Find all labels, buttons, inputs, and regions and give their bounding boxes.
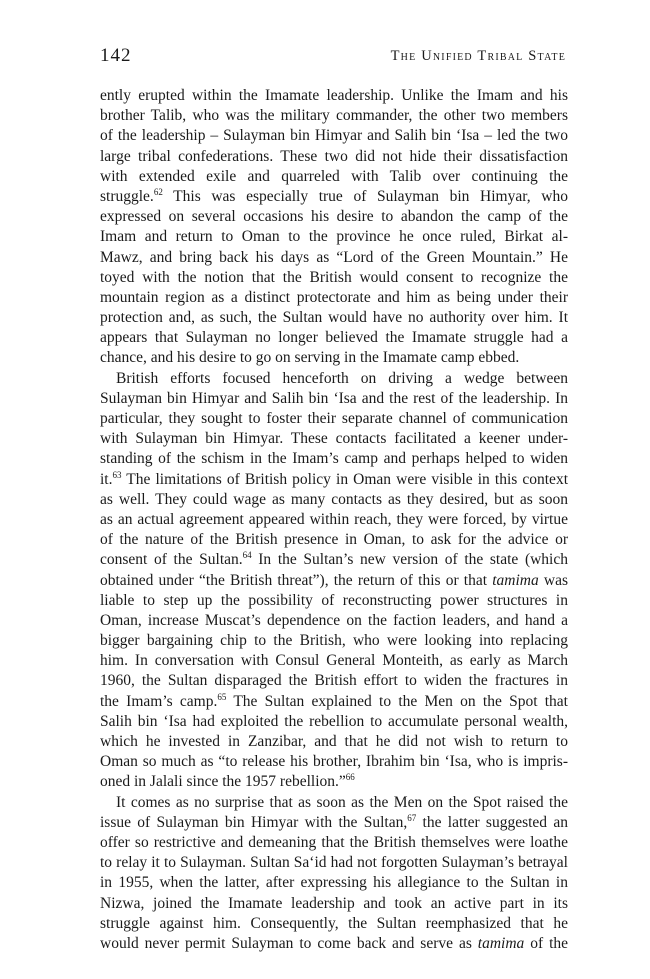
text-line — [100, 853, 568, 873]
text-segment: struggle. — [100, 187, 154, 205]
text-segment: of the — [524, 934, 569, 952]
text-segment: Mawz, and bring back his days as “Lord of the Green Mountain.” He — [100, 248, 568, 266]
text-line — [100, 671, 568, 691]
text-segment: chance, and his desire to go on serving in the Imamate camp ebbed. — [100, 349, 520, 367]
text-segment: which he invested in Zanzibar, and that he did not wish to return to — [100, 733, 568, 750]
text-segment: Sulayman bin Himyar and Salih bin ‘Isa and the rest of the leadership. In — [100, 389, 568, 407]
text-line — [100, 934, 568, 954]
text-line — [100, 227, 568, 247]
text-line — [100, 510, 568, 530]
text-segment: 1960, the Sultan disparaged the British effort to widen the fractures in — [100, 672, 568, 690]
text-line — [100, 86, 568, 106]
text-line — [100, 470, 568, 490]
text-line — [100, 651, 568, 671]
text-line — [100, 550, 568, 570]
text-segment: offer so restrictive and demeaning that the British themselves were loathe — [100, 833, 568, 851]
text-line — [100, 530, 568, 550]
text-line — [100, 268, 568, 288]
text-segment: It comes as no surprise that as soon as the Men on the Spot raised the — [116, 793, 568, 811]
text-segment: of the nature of the British presence in Oman, to ask for the advice or — [100, 531, 568, 549]
text-line — [100, 106, 568, 126]
text-line — [100, 914, 568, 934]
text-line — [100, 328, 568, 348]
text-segment: the Imam’s camp. — [100, 692, 218, 710]
text-segment: brother Talib, who was the military commander, the other two members — [100, 107, 568, 125]
text-segment: mountain region as a distinct protectorate and him as being under their — [100, 288, 568, 306]
text-segment: Nizwa, joined the Imamate leadership and took an active part in its — [100, 894, 568, 912]
text-line — [100, 389, 568, 409]
text-segment: standing of the schism in the Imam’s camp and perhaps helped to widen — [100, 450, 568, 468]
footnote-marker: 63 — [112, 469, 122, 480]
text-segment: In the Sultan’s new version of the state (which — [251, 551, 568, 569]
text-segment: bigger bargaining chip to the British, who were looking into replacing — [100, 632, 568, 650]
text-line — [100, 692, 568, 712]
footnote-marker: 66 — [345, 772, 355, 783]
text-segment: Salih bin ‘Isa had exploited the rebellion to accumulate personal wealth, — [100, 712, 568, 730]
text-line — [100, 631, 568, 651]
running-title: The Unified Tribal State — [390, 48, 566, 64]
text-line — [100, 712, 568, 732]
text-segment: consent of the Sultan. — [100, 551, 243, 569]
text-segment: as well. They could wage as many contacts as they desired, but as soon — [100, 490, 568, 508]
text-segment: with extended exile and quarreled with Talib over continuing the — [100, 167, 568, 185]
text-line — [100, 813, 568, 833]
text-line — [100, 833, 568, 853]
text-line — [100, 571, 568, 591]
text-line — [100, 308, 568, 328]
text-segment: in 1955, when the latter, after expressing his allegiance to the Sultan in — [100, 874, 568, 892]
text-line — [100, 409, 568, 429]
body-text — [100, 86, 568, 954]
text-line — [100, 873, 568, 893]
text-segment: The Sultan explained to the Men on the Spot that — [226, 692, 568, 710]
text-line — [100, 369, 568, 389]
text-line — [100, 752, 568, 772]
footnote-marker: 62 — [153, 186, 163, 197]
text-segment: This was especially true of Sulayman bin Himyar, who — [162, 187, 568, 205]
text-line — [100, 248, 568, 268]
text-line — [100, 207, 568, 227]
text-segment: oned in Jalali since the 1957 rebellion.” — [100, 773, 346, 791]
text-line — [100, 126, 568, 146]
text-segment: struggle against him. Consequently, the Sultan reemphasized that he — [100, 914, 568, 932]
text-segment: appears that Sulayman no longer believed the Imamate struggle had a — [100, 329, 568, 347]
text-segment: obtained under “the British threat”), the return of this or that — [100, 571, 493, 589]
text-segment: Imam and return to Oman to the province he once ruled, Birkat al- — [100, 228, 568, 246]
text-line — [100, 449, 568, 469]
footnote-marker: 65 — [217, 691, 227, 702]
text-line — [100, 429, 568, 449]
text-line — [100, 772, 568, 792]
text-segment: ently erupted within the Imamate leadership. Unlike the Imam and his — [100, 87, 568, 104]
page-number: 142 — [100, 45, 132, 66]
text-segment: British efforts focused henceforth on driving a wedge between — [116, 369, 568, 387]
text-line — [100, 187, 568, 207]
text-segment: large tribal confederations. These two did not hide their dissatisfaction — [100, 147, 568, 165]
text-segment: protection and, as such, the Sultan would have no authority over him. It — [100, 309, 568, 327]
footnote-marker: 67 — [407, 812, 417, 823]
text-line — [100, 732, 568, 752]
text-line — [100, 288, 568, 308]
italic-term: tamima — [477, 934, 525, 952]
text-line — [100, 894, 568, 914]
text-segment: was — [538, 571, 568, 589]
text-segment: liable to step up the possibility of reconstructing power structures in — [100, 591, 568, 609]
text-segment: the latter suggested an — [416, 813, 568, 831]
text-segment: as an actual agreement appeared within reach, they were forced, by virtue — [100, 510, 568, 528]
text-line — [100, 147, 568, 167]
text-segment: Oman, increase Muscat’s dependence on the faction leaders, and hand a — [100, 611, 568, 629]
text-segment: expressed on several occasions his desire to abandon the camp of the — [100, 208, 568, 226]
text-segment: would never permit Sulayman to come back and serve as — [100, 934, 478, 952]
text-segment: toyed with the notion that the British would consent to recognize the — [100, 268, 568, 286]
text-line — [100, 348, 568, 368]
text-line — [100, 793, 568, 813]
text-segment: of the leadership – Sulayman bin Himyar and Salih bin ‘Isa – led the two — [100, 127, 568, 145]
running-head — [100, 44, 566, 68]
text-segment: Oman so much as “to release his brother, Ibrahim bin ‘Isa, who is impris- — [100, 753, 568, 771]
text-line — [100, 591, 568, 611]
text-segment: to relay it to Sulayman. Sultan Sa‘id had not forgotten Sulayman’s betrayal — [100, 854, 568, 872]
text-segment: him. In conversation with Consul General Monteith, as early as March — [100, 652, 568, 670]
text-segment: The limitations of British policy in Oman were visible in this context — [121, 470, 568, 488]
text-line — [100, 167, 568, 187]
text-line — [100, 611, 568, 631]
italic-term: tamima — [492, 571, 539, 589]
text-segment: particular, they sought to foster their separate channel of communication — [100, 410, 568, 427]
text-segment: with Sulayman bin Himyar. These contacts facilitated a keener under- — [100, 430, 568, 448]
footnote-marker: 64 — [242, 550, 252, 561]
text-segment: it. — [100, 470, 113, 488]
text-line — [100, 490, 568, 510]
text-segment: issue of Sulayman bin Himyar with the Sultan, — [100, 813, 408, 831]
